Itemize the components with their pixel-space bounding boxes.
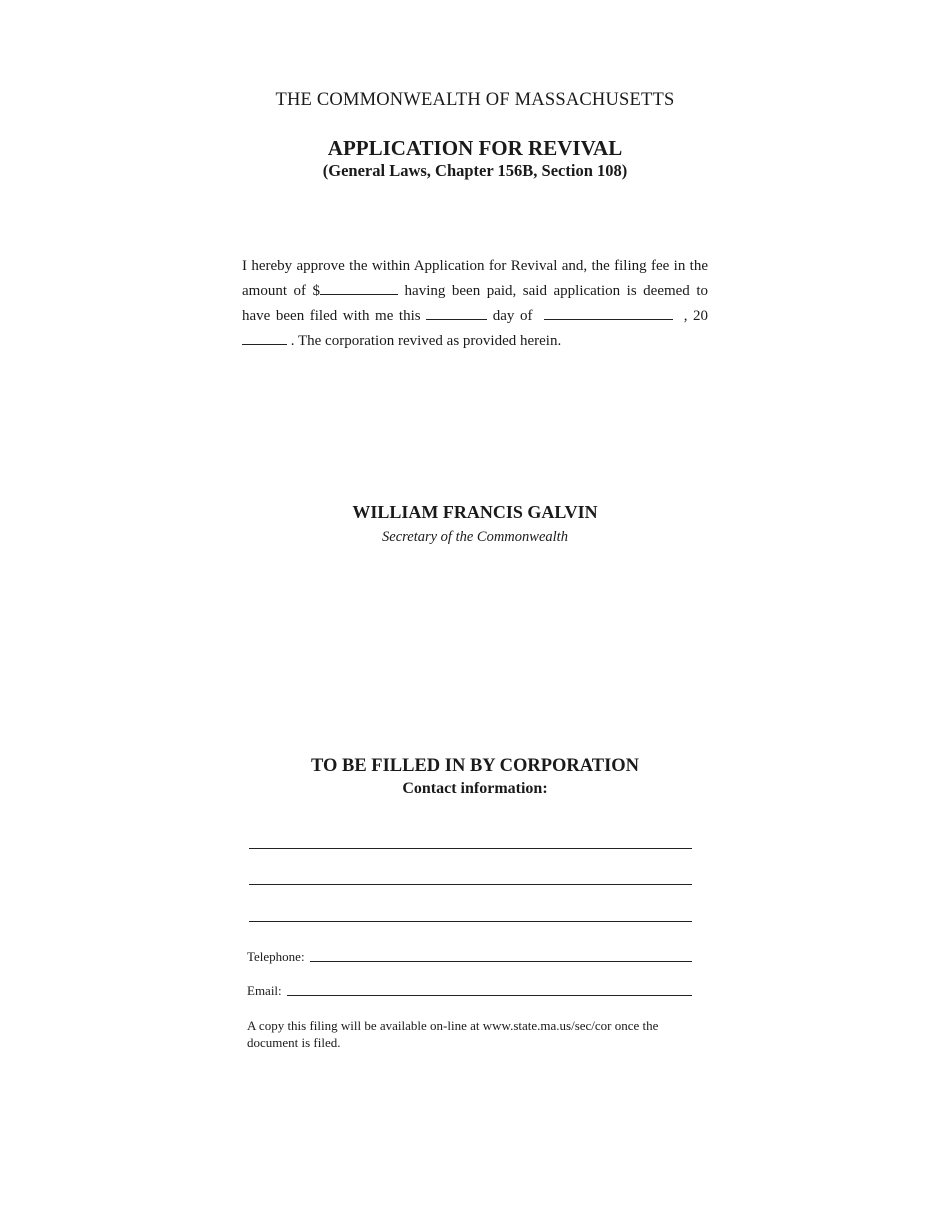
signer-title: Secretary of the Commonwealth <box>382 529 568 545</box>
email-field[interactable] <box>247 983 692 999</box>
filing-day-blank[interactable] <box>426 305 487 320</box>
contact-info-heading: Contact information: <box>402 780 548 797</box>
filing-month-blank[interactable] <box>544 305 673 320</box>
telephone-line[interactable] <box>310 961 692 962</box>
signer-name: WILLIAM FRANCIS GALVIN <box>352 502 598 522</box>
approval-text-3: day of <box>492 308 533 324</box>
approval-text-1: I hereby approve the within Application for Revival and, the filing fee in the amount of $ <box>242 258 708 299</box>
fee-amount-blank[interactable] <box>320 280 398 295</box>
approval-paragraph <box>242 254 708 354</box>
contact-line-2[interactable] <box>249 884 692 885</box>
corporation-section-heading: TO BE FILLED IN BY CORPORATION <box>310 756 640 776</box>
email-line[interactable] <box>287 995 692 996</box>
document-title: APPLICATION FOR REVIVAL <box>327 136 623 160</box>
contact-line-3[interactable] <box>249 921 692 922</box>
online-copy-note: A copy this filing will be available on-line at www.state.ma.us/sec/cor once the document is filed. <box>247 1018 659 1050</box>
email-label: Email: <box>247 983 282 998</box>
commonwealth-heading: THE COMMONWEALTH OF MASSACHUSETTS <box>275 90 675 110</box>
telephone-label: Telephone: <box>247 949 305 964</box>
contact-line-1[interactable] <box>249 848 692 849</box>
approval-text-2: having been paid, said application is deemed to have been filed with me this <box>242 283 708 324</box>
approval-text-5: . <box>290 333 295 349</box>
filing-year-blank[interactable] <box>242 330 287 345</box>
approval-text-6: The corporation revived as provided herein. <box>297 333 562 349</box>
document-subtitle: (General Laws, Chapter 156B, Section 108) <box>322 161 628 180</box>
approval-text-4: , 20 <box>683 308 708 324</box>
telephone-field[interactable] <box>247 949 692 965</box>
